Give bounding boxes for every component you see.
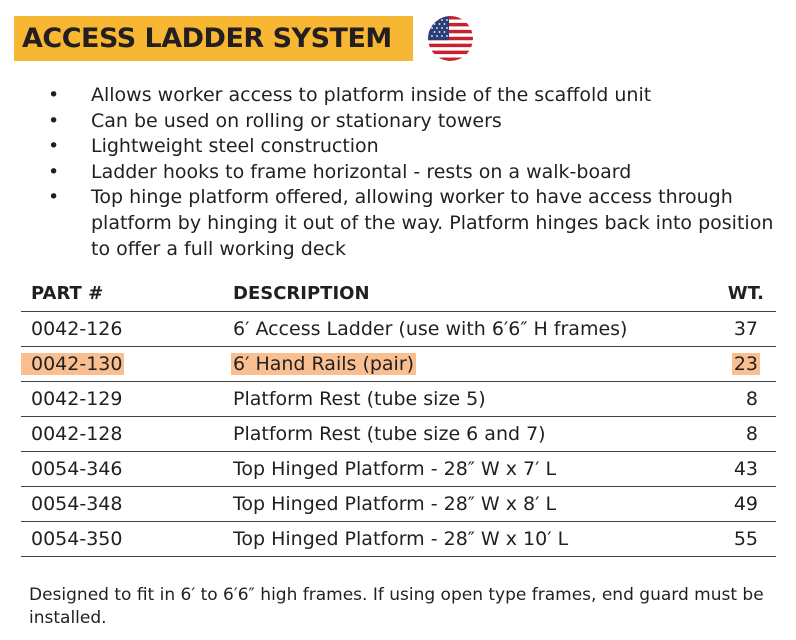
feature-item (48, 83, 778, 109)
feature-text: Ladder hooks to frame horizontal - rests on a walk-board (91, 160, 632, 183)
bullet-icon: • (48, 109, 60, 132)
part-description: Platform Rest (tube size 6 and 7) (233, 423, 546, 445)
table-row (21, 417, 776, 452)
part-description: 6′ Access Ladder (use with 6′6″ H frames) (233, 318, 628, 340)
feature-text: Allows worker access to platform inside of the scaffold unit (91, 84, 652, 106)
us-flag-icon (428, 16, 473, 61)
part-number: 0042-129 (31, 388, 123, 410)
feature-item (48, 134, 778, 160)
part-weight: 23 (733, 353, 758, 375)
feature-list (48, 83, 778, 262)
part-number: 0042-126 (31, 318, 123, 340)
feature-text: Top hinge platform offered, allowing worker to have access through platform by hinging it out of the way. Platform hinges back into position to offer a full working deck (91, 186, 774, 260)
header-weight: WT. (706, 275, 776, 312)
part-description: Platform Rest (tube size 5) (233, 388, 486, 410)
part-weight: 55 (733, 528, 758, 550)
bullet-icon: • (48, 84, 60, 106)
feature-item (48, 185, 778, 262)
table-row (21, 382, 776, 417)
part-description: Top Hinged Platform - 28″ W x 8′ L (233, 493, 557, 515)
part-description: Top Hinged Platform - 28″ W x 7′ L (233, 458, 557, 480)
part-weight: 37 (733, 318, 758, 340)
bullet-icon: • (48, 160, 60, 183)
feature-item (48, 160, 778, 186)
bullet-icon: • (48, 186, 60, 209)
feature-item (48, 109, 778, 135)
table-row-highlighted (21, 347, 776, 382)
header-description: DESCRIPTION (233, 275, 706, 312)
table-header-row (21, 275, 776, 312)
part-description: 6′ Hand Rails (pair) (233, 353, 415, 375)
page-title: ACCESS LADDER SYSTEM (22, 23, 392, 54)
part-number: 0054-346 (31, 458, 123, 480)
table-row (21, 487, 776, 522)
part-description: Top Hinged Platform - 28″ W x 10′ L (233, 528, 569, 550)
part-weight: 8 (745, 423, 758, 445)
title-bar (14, 16, 413, 61)
part-number: 0054-348 (31, 493, 123, 515)
part-number: 0042-130 (21, 353, 124, 375)
part-weight: 8 (745, 388, 758, 410)
part-weight: 49 (733, 493, 758, 515)
part-number: 0054-350 (31, 528, 123, 550)
table-row (21, 452, 776, 487)
header-part: PART # (21, 275, 233, 312)
part-weight: 43 (733, 458, 758, 480)
footnote: Designed to fit in 6′ to 6′6″ high frames. If using open type frames, end guard must be installed. (29, 585, 764, 628)
table-row (21, 312, 776, 347)
parts-table (21, 275, 776, 557)
feature-text: Lightweight steel construction (91, 135, 379, 158)
part-number: 0042-128 (31, 423, 123, 445)
bullet-icon: • (48, 135, 60, 158)
feature-text: Can be used on rolling or stationary towers (91, 109, 502, 132)
table-row (21, 522, 776, 557)
